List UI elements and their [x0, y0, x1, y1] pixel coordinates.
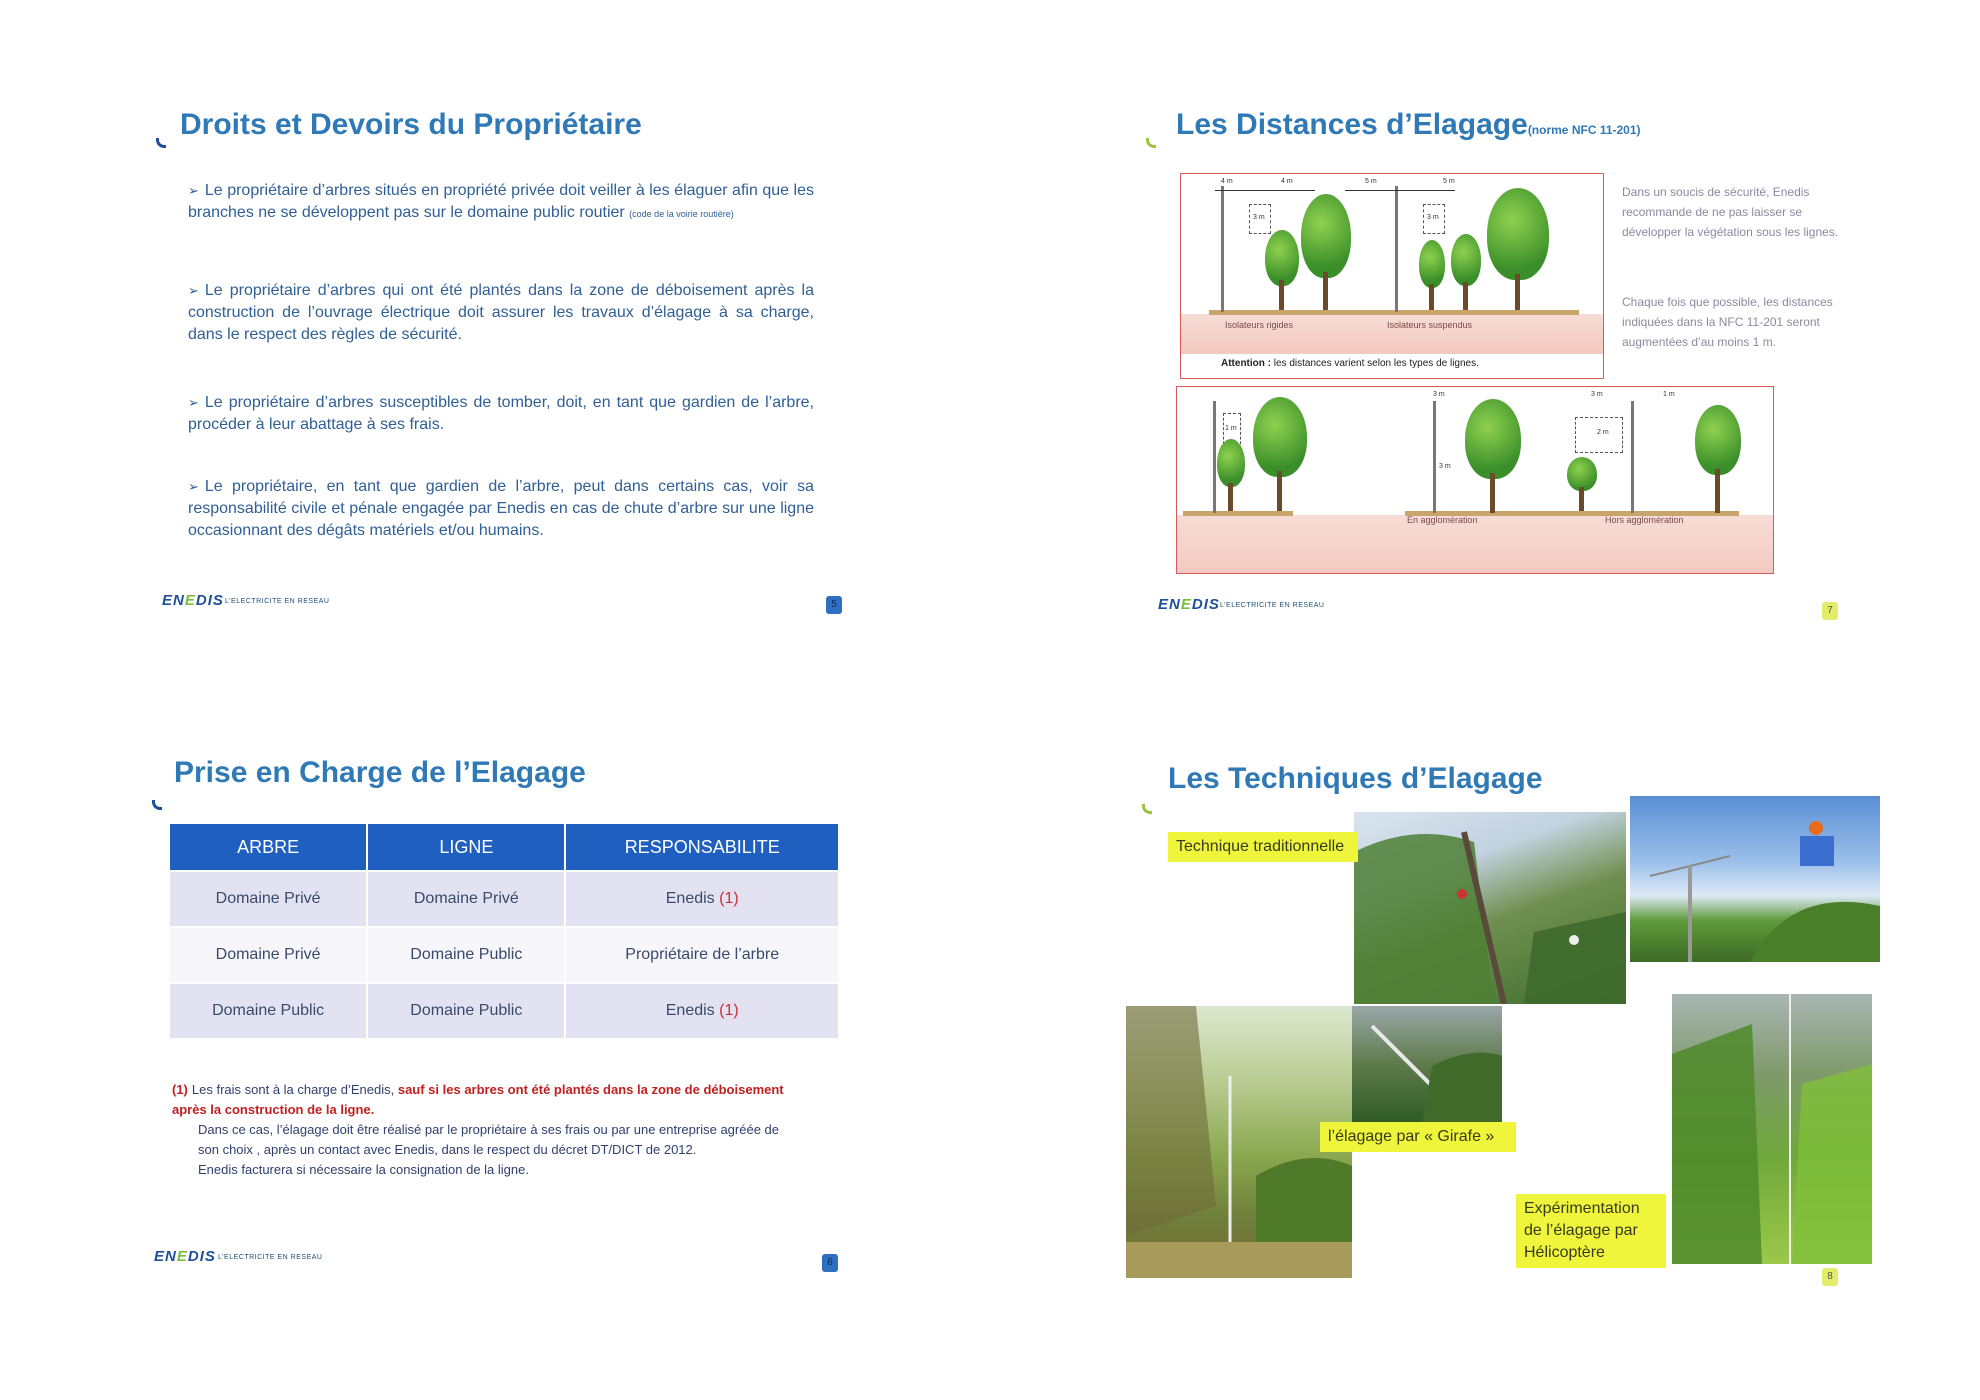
tagline: L’ELECTRICITE EN RESEAU — [225, 598, 330, 605]
footnote: (1) Les frais sont à la charge d’Enedis, sauf si les arbres ont été plantés dans la zone de déboisement après la construction de la ligne. Dans ce cas, l’élagage doit être réalisé par le propriétaire à ses frais ou par une entreprise agréée de son choix , après un contact avec Enedis, dans le respect du décret DT/DICT de 2012. Enedis facturera si nécessaire la consignation de la ligne. — [172, 1082, 784, 1177]
slide-prise-en-charge — [140, 730, 1040, 1290]
distance-diagram-top: 4 m 4 m 5 m 5 m 3 m 3 m Isolateurs rigides Isolateurs suspendus Attention : les distances varient selon les types de lignes. — [1180, 173, 1604, 379]
cell-ligne: Domaine Public — [368, 928, 564, 982]
distance-note: Chaque fois que possible, les distances indiquées dans la NFC 11-201 seront augmentées d’au moins 1 m. — [1622, 295, 1833, 349]
enedis-logo: ENEDIS — [154, 1248, 216, 1265]
cell-arbre: Domaine Privé — [170, 872, 366, 926]
diagram-note: Attention : les distances varient selon les types de lignes. — [1221, 358, 1479, 369]
bullet-item: ➢ Le propriétaire d’arbres situés en propriété privée doit veiller à les élaguer afin que les branches ne se développent pas sur le domaine public routier (code de la voirie routière) — [188, 182, 814, 221]
cell-ligne: Domaine Privé — [368, 872, 564, 926]
callout-technique-traditionnelle: Technique traditionnelle — [1168, 832, 1358, 862]
arrow-bullet-icon: ➢ — [188, 479, 199, 494]
table-header-row — [170, 824, 838, 870]
slide-title: Prise en Charge de l’Elagage — [174, 756, 586, 789]
slide-title: Les Distances d’Elagage(norme NFC 11-201) — [1176, 108, 1641, 141]
tagline: L’ELECTRICITE EN RESEAU — [1220, 602, 1325, 609]
cell-responsabilite: Propriétaire de l’arbre — [566, 928, 838, 982]
page-number: 7 — [1822, 602, 1838, 620]
arrow-bullet-icon: ➢ — [188, 183, 199, 198]
column-header-ligne: LIGNE — [368, 824, 564, 870]
arrow-bullet-icon: ➢ — [188, 283, 199, 298]
bullet-item: ➢ Le propriétaire d’arbres susceptibles de tomber, doit, en tant que gardien de l’arbre, procéder à leur abattage à ses frais. — [188, 394, 814, 433]
photo-helicopter-pruning — [1672, 994, 1872, 1264]
pole — [1631, 401, 1634, 513]
table-row — [170, 984, 838, 1038]
pole — [1213, 401, 1216, 513]
slide-techniques-elagage — [1120, 730, 1980, 1290]
distance-diagram-bottom: 1 m 3 m 3 m 3 m 1 m 2 m En agglomération Hors agglomération — [1176, 386, 1774, 574]
corner-mark — [152, 800, 162, 810]
enedis-logo: ENEDIS — [1158, 596, 1220, 613]
page-number: 8 — [1822, 1268, 1838, 1286]
corner-mark — [1146, 138, 1156, 148]
callout-helicoptere: Expérimentation de l’élagage par Hélicoptère — [1516, 1194, 1666, 1268]
slide-title: Les Techniques d’Elagage — [1168, 762, 1543, 795]
cell-responsabilite: Enedis (1) — [566, 872, 838, 926]
corner-mark — [1142, 804, 1152, 814]
page-number: 6 — [822, 1254, 838, 1272]
slide-droits-devoirs — [140, 80, 1040, 640]
table-row — [170, 928, 838, 982]
responsibility-table — [168, 822, 840, 1040]
enedis-logo: ENEDIS — [162, 592, 224, 609]
norm-reference: (norme NFC 11-201) — [1527, 123, 1641, 137]
slide-distances-elagage — [1130, 80, 1980, 640]
column-header-arbre: ARBRE — [170, 824, 366, 870]
slide-title: Droits et Devoirs du Propriétaire — [180, 108, 642, 141]
page-number: 5 — [826, 596, 842, 614]
cell-responsabilite: Enedis (1) — [566, 984, 838, 1038]
cell-arbre: Domaine Privé — [170, 928, 366, 982]
callout-girafe: l’élagage par « Girafe » — [1320, 1122, 1516, 1152]
photo-bucket-truck — [1630, 796, 1880, 962]
bullet-item: ➢ Le propriétaire, en tant que gardien de l’arbre, peut dans certains cas, voir sa responsabilité civile et pénale engagée par Enedis en cas de chute d’arbre sur une ligne occasionnant des dégâts matériels et/ou humains. — [188, 478, 814, 539]
pole — [1221, 186, 1224, 312]
safety-note: Dans un soucis de sécurité, Enedis recommande de ne pas laisser se développer la végétation sous les lignes. — [1622, 185, 1839, 239]
column-header-responsabilite: RESPONSABILITE — [566, 824, 838, 870]
arrow-bullet-icon: ➢ — [188, 395, 199, 410]
bullet-item: ➢ Le propriétaire d’arbres qui ont été plantés dans la zone de déboisement après la construction de l’ouvrage électrique doit assurer les travaux d’élagage à sa charge, dans le respect des règles de sécurité. — [188, 282, 814, 343]
pole — [1395, 186, 1398, 312]
photo-climber-pruning — [1354, 812, 1626, 1004]
photo-tall-trees — [1126, 1006, 1352, 1278]
table-row — [170, 872, 838, 926]
pole — [1433, 401, 1436, 513]
cell-ligne: Domaine Public — [368, 984, 564, 1038]
corner-mark — [156, 138, 166, 148]
photo-girafe-machine — [1352, 1006, 1502, 1124]
tagline: L’ELECTRICITE EN RESEAU — [218, 1254, 323, 1261]
cell-arbre: Domaine Public — [170, 984, 366, 1038]
